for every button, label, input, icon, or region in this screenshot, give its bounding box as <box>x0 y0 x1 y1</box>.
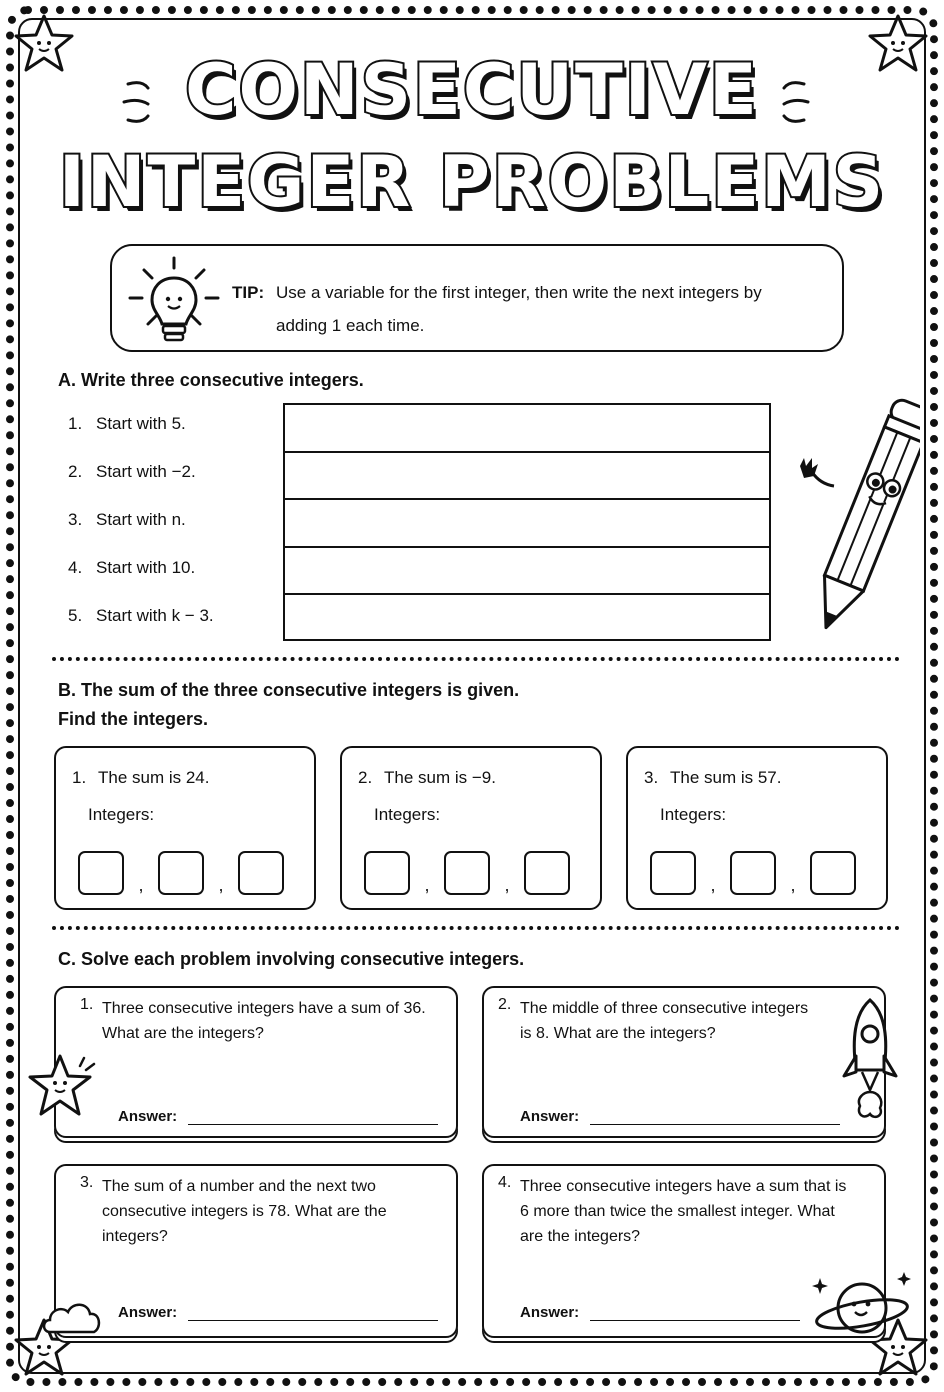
integer-box[interactable] <box>444 851 490 895</box>
sum-card <box>54 746 316 910</box>
integers-label: Integers: <box>88 805 155 824</box>
sum-question: 2. The sum is −9. <box>358 768 496 787</box>
comma: , <box>218 875 224 895</box>
answer-row[interactable] <box>285 595 769 643</box>
cloud-icon <box>40 1298 104 1338</box>
problem-card <box>482 986 886 1138</box>
tip-text: Use a variable for the first integer, then write the next integers by adding 1 each time. <box>276 283 762 335</box>
answer-label: Answer: <box>520 1108 580 1125</box>
section-a-item: 1. Start with 5. <box>68 414 186 433</box>
comma: , <box>424 875 430 895</box>
section-a-item: 5. Start with k − 3. <box>68 606 214 625</box>
comma: , <box>790 875 796 895</box>
answer-line[interactable] <box>188 1320 438 1321</box>
comma: , <box>138 875 144 895</box>
problem-number: 3. <box>80 1174 94 1191</box>
integer-box[interactable] <box>364 851 410 895</box>
pencil-icon <box>790 386 920 646</box>
section-a-item: 4. Start with 10. <box>68 558 196 577</box>
planet-icon <box>808 1266 918 1350</box>
integer-box[interactable] <box>650 851 696 895</box>
answer-row[interactable] <box>285 405 769 453</box>
answer-label: Answer: <box>520 1304 580 1321</box>
answer-label: Answer: <box>118 1108 178 1125</box>
section-b-title: B. The sum of the three consecutive integers is given. <box>58 680 520 700</box>
section-a-item: 2. Start with −2. <box>68 462 196 481</box>
answer-grid <box>283 403 771 641</box>
problem-card <box>54 986 458 1138</box>
section-c-title: C. Solve each problem involving consecutive integers. <box>58 949 525 969</box>
answer-row[interactable] <box>285 453 769 501</box>
integer-box[interactable] <box>78 851 124 895</box>
tip-box <box>110 244 844 352</box>
integer-box[interactable] <box>238 851 284 895</box>
integer-box[interactable] <box>730 851 776 895</box>
sum-card <box>340 746 602 910</box>
section-divider <box>52 657 900 661</box>
answer-line[interactable] <box>590 1320 800 1321</box>
problem-text: Three consecutive integers have a sum that is 6 more than twice the smallest integer. What are the integers? <box>520 1178 847 1245</box>
integers-label: Integers: <box>374 805 441 824</box>
answer-line[interactable] <box>188 1124 438 1125</box>
tip-label: TIP: <box>232 283 265 302</box>
section-a-title: A. Write three consecutive integers. <box>58 370 364 390</box>
integer-box[interactable] <box>810 851 856 895</box>
answer-label: Answer: <box>118 1304 178 1321</box>
rocket-icon <box>830 996 910 1122</box>
section-a-item: 3. Start with n. <box>68 510 186 529</box>
sum-card <box>626 746 888 910</box>
answer-line[interactable] <box>590 1124 840 1125</box>
problem-number: 1. <box>80 996 94 1013</box>
problem-text: The sum of a number and the next two consecutive integers is 78. What are the integers? <box>102 1178 387 1245</box>
worksheet-title-line1: CONSECUTIVE <box>185 49 759 131</box>
sum-question: 3. The sum is 57. <box>644 768 782 787</box>
star-icon <box>20 1050 100 1122</box>
problem-number: 4. <box>498 1174 512 1191</box>
worksheet-title-line2: INTEGER PROBLEMS <box>58 141 886 223</box>
section-divider <box>52 926 900 930</box>
section-b-subtitle: Find the integers. <box>58 709 209 729</box>
problem-text: Three consecutive integers have a sum of 36. What are the integers? <box>102 1000 426 1042</box>
lightbulb-icon <box>126 254 222 346</box>
integers-label: Integers: <box>660 805 727 824</box>
answer-row[interactable] <box>285 548 769 596</box>
sum-question: 1. The sum is 24. <box>72 768 210 787</box>
problem-card <box>54 1164 458 1338</box>
answer-row[interactable] <box>285 500 769 548</box>
problem-number: 2. <box>498 996 512 1013</box>
integer-box[interactable] <box>524 851 570 895</box>
integer-box[interactable] <box>158 851 204 895</box>
comma: , <box>710 875 716 895</box>
comma: , <box>504 875 510 895</box>
problem-text: The middle of three consecutive integers is 8. What are the integers? <box>520 1000 809 1042</box>
